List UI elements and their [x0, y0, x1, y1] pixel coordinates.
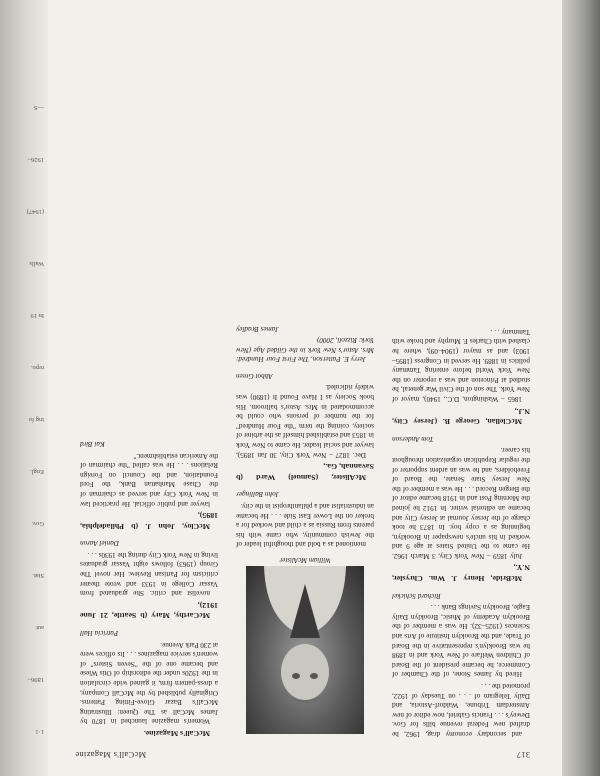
- facing-page-fragment: 1·1: [35, 728, 44, 735]
- body-paragraph: Hired by James Stone, of the Chamber of Commerce, he became president of the Board of Children Welfare of New York and in 1898 he was Brooklyn's representative in the Board of Trade, and the Brooklyn Institute of Arts and Sciences (1925–32). He was a member of the Brooklyn Academy of Music, Brooklyn Daily Eagle, Brooklyn Savings Bank . . .: [392, 603, 530, 679]
- entry-heading: McClellan, George B. (Jersey City, N.J.,: [392, 406, 530, 427]
- facing-page-edge: [0, 0, 48, 776]
- author-signature: Daniel Aaron: [80, 539, 119, 548]
- body-paragraph: Dec. 1827 – New York City, 30 Jan 1895), lawyer and social leader. He came to New York in 1853 and established himself as the arbiter of society, coining the term "the Four Hundred" for the number of persons who could be accommodated in Mrs. Astor's ballroom. His book Society as I Have Found It (1890) was widely ridiculed.: [236, 383, 374, 459]
- author-signature: Patricia Hall: [80, 629, 119, 638]
- author-signature: James Bradley: [236, 324, 279, 333]
- body-paragraph: and secondary economy drag, 1962, he drafted new Federal revenue bills for Gov. Dewey's . . . Francis Gabriel, now editor of new Amsterdam Tribune, Waldorf-Astoria, and Daily Telegram of . . . on Tuesday of 1922, promoted the . . .: [392, 682, 530, 738]
- facing-page-fragment: Walls: [29, 260, 44, 267]
- body-paragraph: July 1859 – New York City, 3 March 1962. He came to the United States at age 9 and worked in his uncle's newspaper in Brooklyn, beginning as a copy boy. In 1873 he took charge of the Jersey Journal at Jersey City and became an editorial writer. In 1912 he joined the Morning Post and in 1918 became editor of the Bergen Record . . . He was a member of the New Jersey State Senate, the Board of Freeholders, and he was an ardent supporter of the regular Republican organization throughout his career.: [392, 446, 530, 560]
- facing-page-fragment: Stat.: [32, 572, 44, 579]
- author-signature: Tom Anderson: [392, 434, 434, 443]
- page-number: 317: [516, 750, 530, 760]
- author-signature: Kai Bird: [80, 439, 105, 448]
- body-paragraph: mentioned as a bold and thoughtful leader of the Jewish community, who came with his parents from Russia as a child and worked for a broker on the Lower East Side . . . He became an industrialist and a philanthropist in the city.: [236, 502, 374, 549]
- author-signature: Richard Schickel: [392, 591, 441, 600]
- facing-page-fragment: aut: [36, 624, 44, 631]
- entry-heading: McCarthy, Mary (b Seattle, 21 June 1912),: [80, 600, 218, 621]
- facing-page-fragment: Engl.: [30, 468, 44, 475]
- facing-page-fragment: Gov.: [31, 520, 44, 527]
- facing-page-fragment: ing fo: [28, 416, 44, 423]
- body-paragraph: novelist and critic. She graduated from Vassar College in 1933 and wrote theater criticism for Partisan Review. Her novel The Group (1963) follows eight Vassar graduates living in New York City during the 1930s . . .: [80, 550, 218, 598]
- entry-heading-line: [392, 405, 530, 426]
- body-paragraph: lawyer and public official. He practiced law in New York City and served as chairman of the Chase Manhattan Bank, the Ford Foundation, and the Council on Foreign Relations . . . He was called "the chairman of the American establishment.": [80, 451, 218, 508]
- entry-heading-line: [392, 562, 530, 583]
- facing-page-fragment: 1926–: [27, 156, 44, 163]
- entry-heading-line: [236, 461, 374, 482]
- running-header: [75, 746, 530, 760]
- entry-heading-line: [80, 599, 218, 620]
- entry-heading: McBride, Henry J. Wm. Chrysler, N.Y.,: [392, 563, 530, 584]
- facing-page-fragment: repo.: [30, 364, 44, 371]
- entry-heading-line: [80, 510, 218, 531]
- text-column-3: [80, 10, 218, 738]
- bibliography-citation: Jerry E. Patterson, The First Four Hundred: Mrs. Astor's New York in the Gilded Age (New York: Rizzoli, 2000): [236, 336, 374, 364]
- running-head: McCall's Magazine: [75, 750, 147, 760]
- facing-page-fragment: 1896–: [27, 676, 44, 683]
- page-content: [50, 0, 560, 776]
- body-paragraph: 1865 – Washington, D.C., 1940), mayor of New York. The son of the Civil War general, he studied at Princeton and was a reporter on the New York World before entering Tammany politics in 1889. He served in Congress (1895–1903) and as mayor (1904–09), where he clashed with Charles F. Murphy and broke with Tammany . . .: [392, 327, 530, 403]
- portrait-photo: [246, 566, 364, 734]
- text-column-1: [392, 10, 530, 738]
- author-signature: Abbot Green: [236, 371, 273, 380]
- binding-gutter: [562, 0, 600, 776]
- facing-page-fragment: In 19: [30, 312, 44, 319]
- entry-heading-line: [80, 727, 218, 738]
- entry-heading: McAlister, (Samuel) Ward (b Savannah, Ga.,: [236, 462, 374, 482]
- entry-heading: McCall's Magazine.: [143, 729, 210, 738]
- author-signature: John Ballinger: [236, 490, 279, 499]
- entry-heading: McCloy, John J. (b Philadelphia, 1895),: [80, 511, 218, 531]
- facing-page-fragment: —S: [33, 104, 44, 111]
- facing-page-fragment: (1947): [26, 208, 44, 215]
- body-paragraph: Women's magazine launched in 1870 by James McCall as The Queen: Illustrating McCall's Bazar Glove-Fitting Patterns. Originally published by the McCall Company, a dress-pattern firm, it gained wide circulation in the 1920s under the editorship of Otis Wiese and became one of the "Seven Sisters" of women's service magazines . . . Its offices were at 230 Park Avenue.: [80, 640, 218, 726]
- photo-caption: William McAlister: [279, 556, 331, 564]
- text-column-2: [236, 10, 374, 738]
